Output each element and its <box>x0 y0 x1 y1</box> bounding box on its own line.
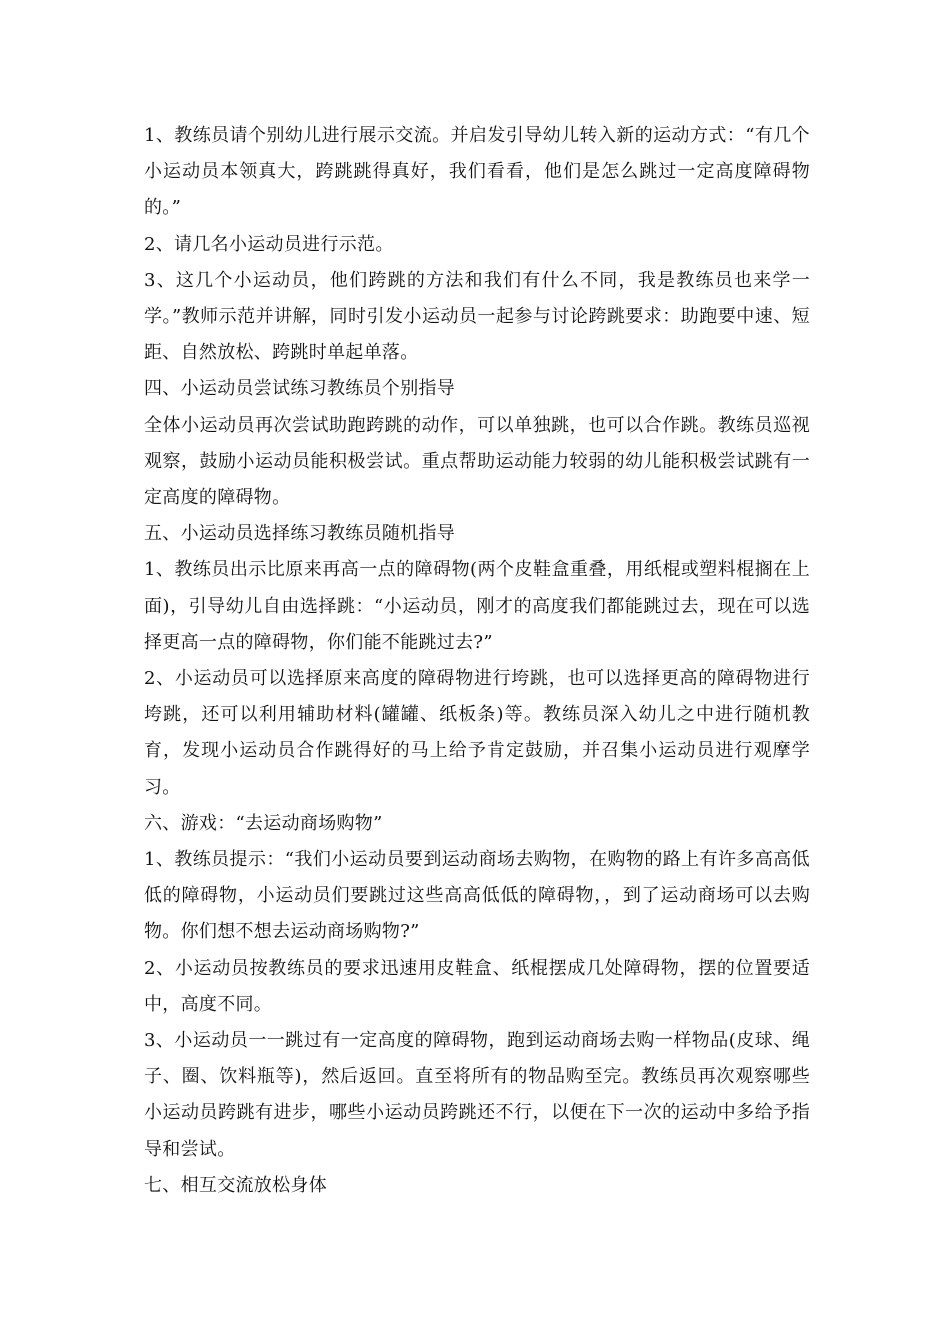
paragraph-choose-obstacle: 2、小运动员可以选择原来高度的障碍物进行垮跳，也可以选择更高的障碍物进行垮跳，还可以利用辅助材料(罐罐、纸板条)等。教练员深入幼儿之中进行随机教育，发现小运动员合作跳得好的马上给予肯定鼓励，并召集小运动员进行观摩学习。 <box>144 668 810 798</box>
paragraph-game-prompt: 1、教练员提示：“我们小运动员要到运动商场去购物，在购物的路上有许多高高低低的障碍物，小运动员们要跳过这些高高低低的障碍物，，到了运动商场可以去购物。你们想不想去运动商场购物?” <box>144 849 810 943</box>
section-heading-7: 七、相互交流放松身体 <box>144 1174 327 1196</box>
section-heading-6: 六、游戏：“去运动商场购物” <box>144 812 383 834</box>
paragraph-higher-obstacle: 1、教练员出示比原来再高一点的障碍物(两个皮鞋盒重叠，用纸棍或塑料棍搁在上面)，引导幼儿自由选择跳：“小运动员，刚才的高度我们都能跳过去，现在可以选择更高一点的障碍物，你们能不能跳过去?” <box>144 559 810 653</box>
paragraph-demonstration: 2、请几名小运动员进行示范。 <box>144 233 394 255</box>
paragraph-demonstration-exchange: 1、教练员请个别幼儿进行展示交流。并启发引导幼儿转入新的运动方式：“有几个小运动员本领真大，跨跳跳得真好，我们看看，他们是怎么跳过一定高度障碍物的。” <box>144 125 810 219</box>
section-heading-4: 四、小运动员尝试练习教练员个别指导 <box>144 378 456 400</box>
paragraph-set-obstacles: 2、小运动员按教练员的要求迅速用皮鞋盒、纸棍摆成几处障碍物，摆的位置要适中，高度不同。 <box>144 957 810 1015</box>
document-page <box>144 118 810 1204</box>
paragraph-all-practice: 全体小运动员再次尝试助跑跨跳的动作，可以单独跳，也可以合作跳。教练员巡视观察，鼓励小运动员能积极尝试。重点帮助运动能力较弱的幼儿能积极尝试跳有一定高度的障碍物。 <box>144 414 810 509</box>
paragraph-shopping-run: 3、小运动员一一跳过有一定高度的障碍物，跑到运动商场去购一样物品(皮球、绳子、圈、饮料瓶等)，然后返回。直至将所有的物品购至完。教练员再次观察哪些小运动员跨跳有进步，哪些小运动员跨跳还不行，以便在下一次的运动中多给予指导和尝试。 <box>144 1030 810 1160</box>
section-heading-5: 五、小运动员选择练习教练员随机指导 <box>144 523 456 545</box>
paragraph-teacher-demo: 3、这几个小运动员，他们跨跳的方法和我们有什么不同，我是教练员也来学一学。”教师示范并讲解，同时引发小运动员一起参与讨论跨跳要求：助跑要中速、短距、自然放松、跨跳时单起单落。 <box>144 269 810 364</box>
